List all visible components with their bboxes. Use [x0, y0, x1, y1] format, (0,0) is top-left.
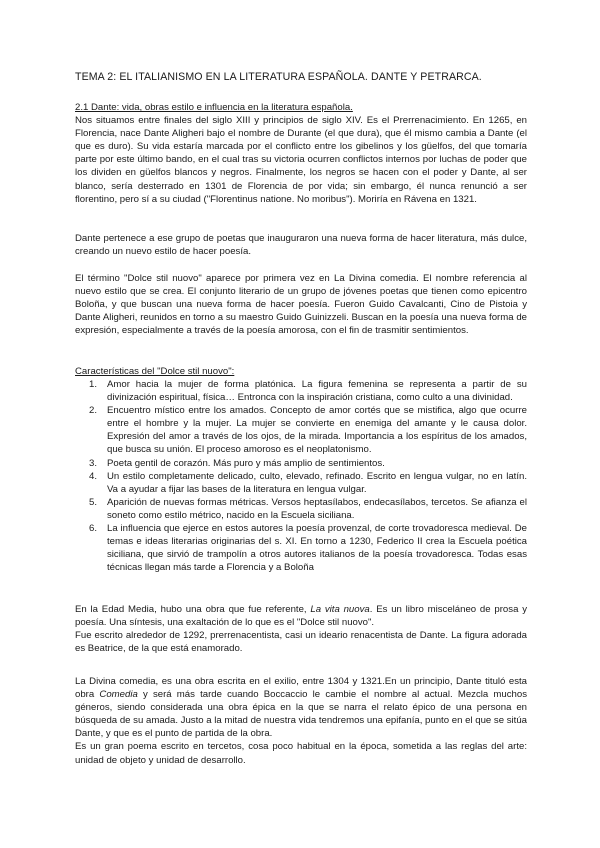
- text-run: La Divina comedia, es una obra escrita en el exilio, entre 1304 y 1321.En un principio, Dante tituló esta obra: [75, 676, 527, 701]
- text-run: En la Edad Media, hubo una obra que fue referente,: [75, 604, 311, 615]
- divina-comedia-detail: Es un gran poema escrito en tercetos, cosa poco habitual en la época, sometida a las reglas del arte: unidad de objeto y unidad de desarrollo.: [75, 741, 527, 766]
- text-run: y será más tarde cuando Boccaccio le cambie el nombre al actual. Mezcla muchos géneros, siendo considerada una obra épica en la que se narra el relato épico de una persona en búsqueda de su amada. Justo a la mitad de nuestra vida tendremos una epifanía, punto en el que se sitúa Dante, y que es el punto de partida de la obra.: [75, 689, 527, 740]
- section-dante-life: [75, 101, 527, 206]
- list-text: Un estilo completamente delicado, culto, elevado, refinado. Escrito en lengua vulgar, no en latín. Va a ayudar a fijar las bases de la literatura en lengua vulgar.: [107, 470, 527, 495]
- text-run: . Es un libro misceláneo de prosa y poesía. Una síntesis, una exaltación de lo que es el "Dolce stil nuovo".: [75, 604, 528, 629]
- list-number: 4.: [89, 470, 98, 482]
- list-number: 2.: [89, 405, 98, 417]
- list-number: 1.: [89, 379, 98, 390]
- characteristics-heading: Características del "Dolce stil nuovo":: [75, 366, 235, 377]
- list-text: Aparición de nuevas formas métricas. Versos heptasílabos, endecasílabos, tercetos. Se afianza el soneto como estilo métrico, nacido en la Escuela siciliana.: [107, 496, 527, 521]
- vita-nuova-line: [75, 603, 527, 629]
- work-title: La vita nuova: [310, 604, 370, 615]
- divina-comedia-line: [75, 675, 527, 740]
- characteristics-list: [75, 378, 527, 574]
- list-number: 5.: [89, 496, 98, 508]
- paragraph-divina-comedia: [75, 675, 527, 767]
- list-text: Encuentro místico entre los amados. Concepto de amor cortés que se mistifica, algo que ocurre entre el hombre y la mujer. La mujer se convierte en enemiga del amante y le causa dolor. Expresión del amor a través de los ojos, de la mirada. Importancia a los espíritus de los amados, que busca su unión. El proceso amoroso es el neoplatonismo.: [107, 405, 527, 456]
- list-text: Poeta gentil de corazón. Más puro y más amplio de sentimientos.: [107, 457, 385, 469]
- section-heading: 2.1 Dante: vida, obras estilo e influencia en la literatura española.: [75, 102, 353, 113]
- list-item: [75, 404, 527, 456]
- list-item: [75, 378, 527, 404]
- list-item: [75, 457, 527, 470]
- paragraph-dolce-stil-nuovo: El término "Dolce stil nuovo" aparece por primera vez en La Divina comedia. El nombre referencia al nuevo estilo que se crea. El conjunto literario de un grupo de jóvenes poetas que tienen como epicentro Boloña, y que buscan una nueva forma de hacer poesía. Fueron Guido Cavalcanti, Cino de Pistoia y Dante Aligheri, reunidos en torno a su maestro Guido Guinizzeli. Buscan en la poesía una nueva forma de expresión, especialmente a través de la poesía amorosa, con el fin de trasmitir sentimientos.: [75, 273, 527, 337]
- document-title: TEMA 2: EL ITALIANISMO EN LA LITERATURA ESPAÑOLA. DANTE Y PETRARCA.: [75, 71, 482, 83]
- list-item: [75, 470, 527, 496]
- paragraph-biography: Nos situamos entre finales del siglo XIII y principios de siglo XIV. Es el Prerrenacimiento. En 1265, en Florencia, nace Dante Aligheri bajo el nombre de Durante (el que dura), que él mismo cambia a Dante (el que es duro). Su vida estaría marcada por el conflicto entre los gibelinos y los güelfos, del que tomaría parte por este último bando, en el cual tras su victoria ocurren conflictos internos por luchas de poder que los dividen en güelfos blancos y negros. Finalmente, los negros se hacen con el poder y Dante, al ser blanco, sería desterrado en 1301 de Florencia de por vida; sin embargo, él nunca renunció a ser florentino, pero sí a su ciudad ("Florentinus natione. No moribus"). Moriría en Rávena en 1321.: [75, 115, 527, 205]
- list-item: [75, 522, 527, 574]
- list-text: La influencia que ejerce en estos autores la poesía provenzal, de corte trovadoresca medieval. De temas e ideas literarias originarias del s. XI. En torno a 1230, Federico II crea la Escuela poética siciliana, que sirvió de trampolín a otros autores italianos de la poesía trovadoresca. Todas esas técnicas llegan más tarde a Florencia y a Boloña: [107, 523, 527, 574]
- list-number: 6.: [89, 523, 98, 535]
- list-text: Amor hacia la mujer de forma platónica. La figura femenina se representa a partir de su divinización espiritual, física… Entronca con la inspiración cristiana, como culto a una divinidad.: [107, 379, 527, 404]
- vita-nuova-detail: Fue escrito alrededor de 1292, prerrenacentista, casi un ideario renacentista de Dante. La figura adorada es Beatrice, de la que está enamorado.: [75, 630, 527, 655]
- list-item: [75, 496, 527, 522]
- paragraph-vita-nuova: [75, 603, 527, 655]
- work-title: Comedia: [99, 689, 138, 701]
- list-number: 3.: [89, 457, 98, 469]
- paragraph-dante-group: Dante pertenece a ese grupo de poetas que inauguraron una nueva forma de hacer literatura, más dulce, creando un nuevo estilo de hacer poesía.: [75, 233, 527, 258]
